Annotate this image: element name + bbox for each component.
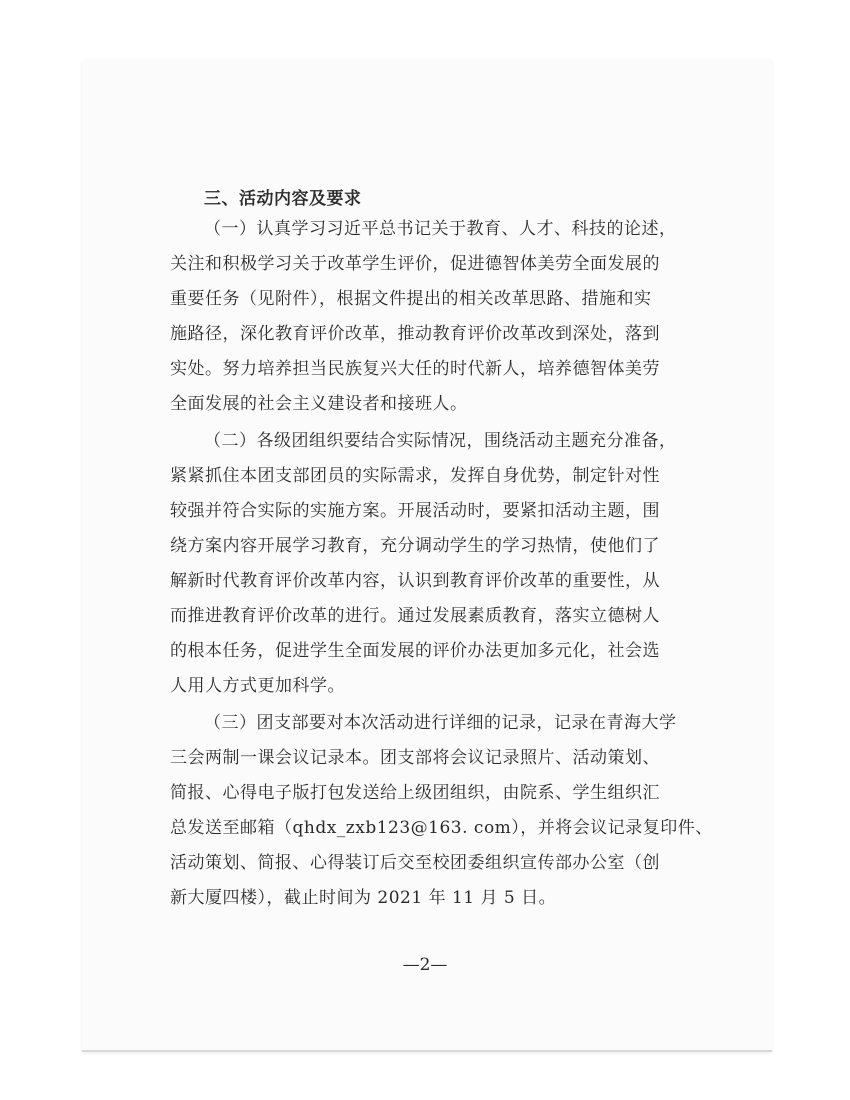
- paragraph-2-line-8: 人用人方式更加科学。: [170, 676, 345, 696]
- paragraph-2-line-3: 较强并符合实际的实施方案。开展活动时，要紧扣活动主题，围: [170, 501, 660, 521]
- paragraph-1-line-5: 实处。努力培养担当民族复兴大任的时代新人，培养德智体美劳: [170, 359, 660, 379]
- paragraph-3-line-4: 总发送至邮箱（qhdx_zxb123@163. com），并将会议记录复印件、: [170, 818, 713, 838]
- paragraph-2-line-6: 而推进教育评价改革的进行。通过发展素质教育，落实立德树人: [170, 606, 660, 626]
- page-number: —2—: [402, 955, 448, 975]
- paragraph-1-line-4: 施路径，深化教育评价改革，推动教育评价改革改到深处，落到: [170, 324, 660, 344]
- paragraph-1-line-3: 重要任务（见附件），根据文件提出的相关改革思路、措施和实: [170, 289, 652, 309]
- paragraph-1-line-2: 关注和积极学习关于改革学生评价，促进德智体美劳全面发展的: [170, 254, 660, 274]
- paragraph-1-line-1: （一）认真学习习近平总书记关于教育、人才、科技的论述，: [204, 219, 677, 239]
- section-heading: 三、活动内容及要求: [204, 189, 362, 209]
- paragraph-2-line-4: 绕方案内容开展学习教育，充分调动学生的学习热情，使他们了: [170, 536, 660, 556]
- paragraph-3-line-5: 活动策划、简报、心得装订后交至校团委组织宣传部办公室（创: [170, 853, 660, 873]
- paragraph-2-line-2: 紧紧抓住本团支部团员的实际需求，发挥自身优势，制定针对性: [170, 466, 660, 486]
- paragraph-3-line-1: （三）团支部要对本次活动进行详细的记录，记录在青海大学: [204, 713, 677, 733]
- paragraph-3-line-6: 新大厦四楼），截止时间为 2021 年 11 月 5 日。: [170, 888, 557, 908]
- paragraph-2-line-1: （二）各级团组织要结合实际情况，围绕活动主题充分准备，: [204, 431, 677, 451]
- paragraph-3-line-2: 三会两制一课会议记录本。团支部将会议记录照片、活动策划、: [170, 748, 660, 768]
- paragraph-3-line-3: 简报、心得电子版打包发送给上级团组织，由院系、学生组织汇: [170, 783, 660, 803]
- paragraph-2-line-5: 解新时代教育评价改革内容，认识到教育评价改革的重要性，从: [170, 571, 660, 591]
- paragraph-1-line-6: 全面发展的社会主义建设者和接班人。: [170, 394, 468, 414]
- paragraph-2-line-7: 的根本任务，促进学生全面发展的评价办法更加多元化，社会选: [170, 641, 660, 661]
